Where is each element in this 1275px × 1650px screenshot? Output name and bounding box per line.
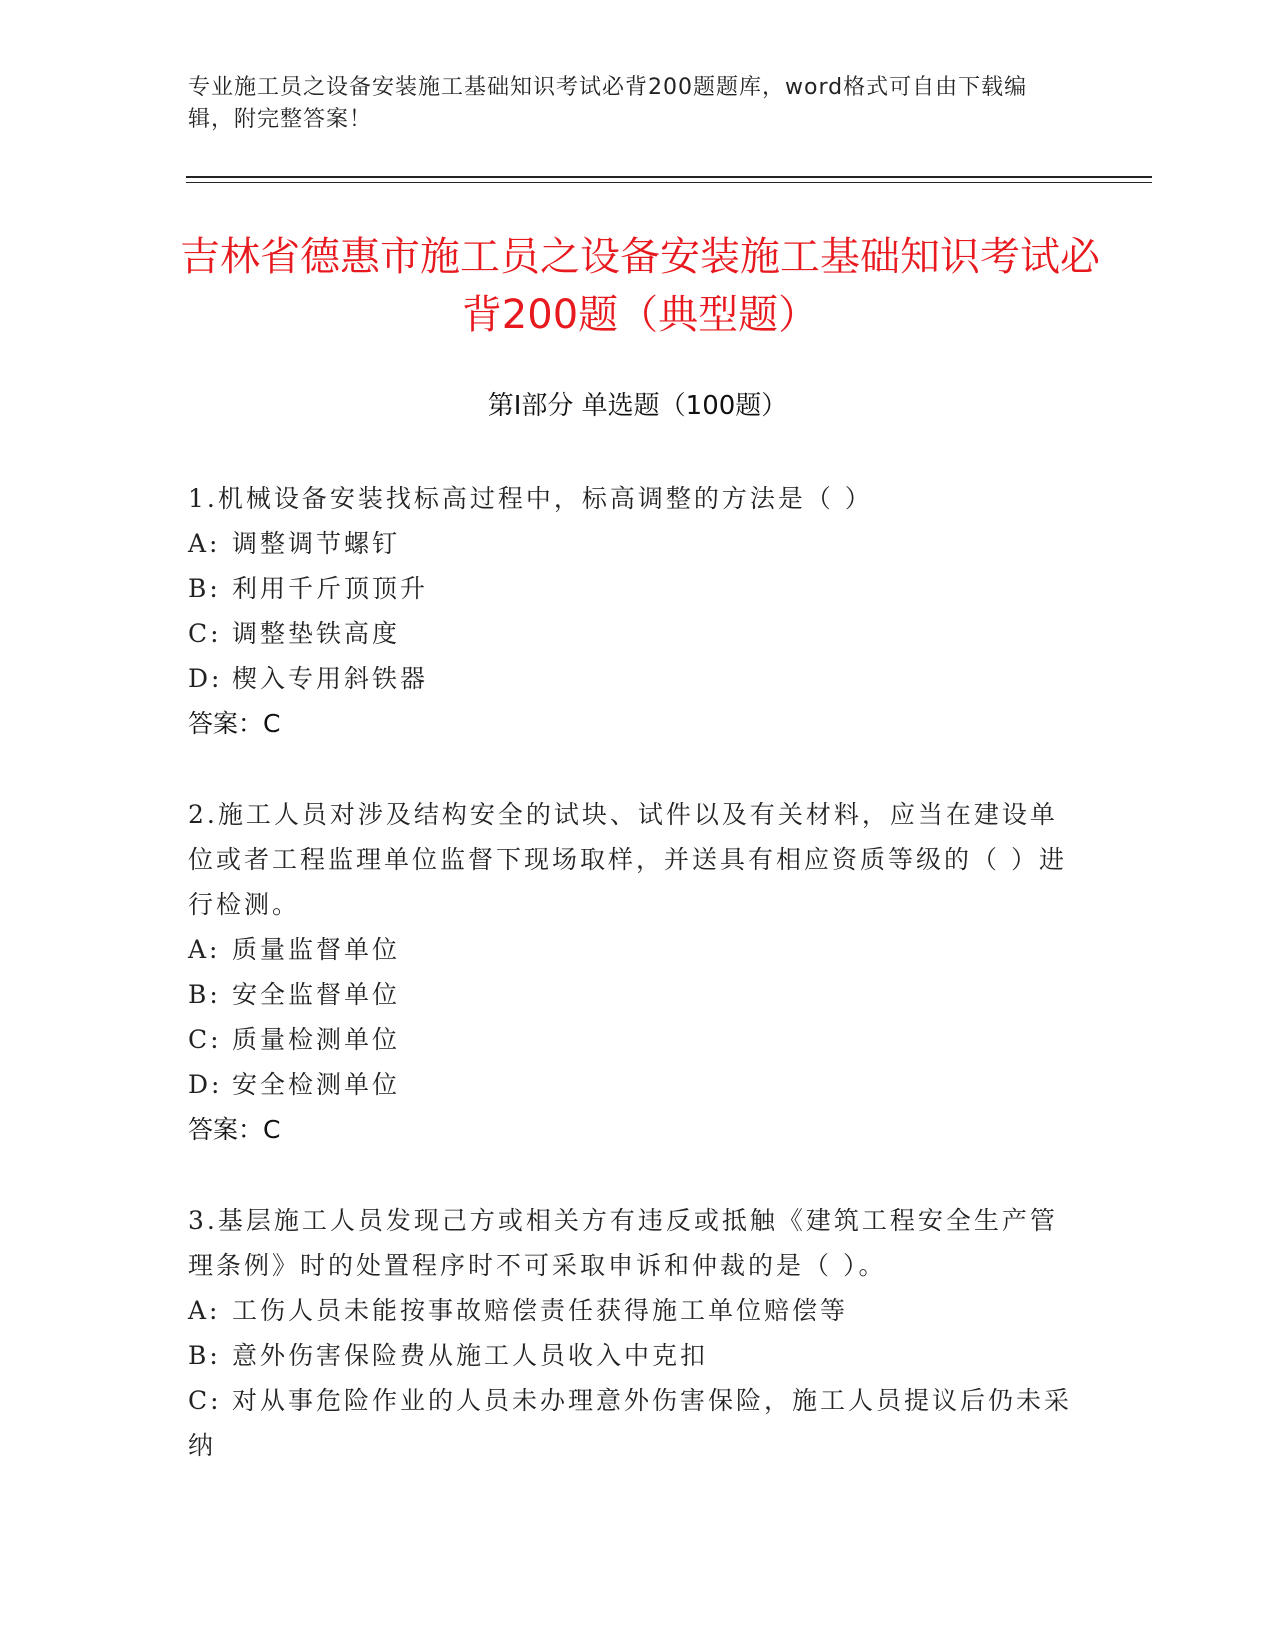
question-2 — [188, 792, 1078, 1152]
option-a — [188, 927, 1078, 972]
option-text: 工伤人员未能按事故赔偿责任获得施工单位赔偿等 — [232, 1296, 849, 1325]
question-stem: 1.机械设备安装找标高过程中，标高调整的方法是（ ） — [188, 484, 873, 513]
option-key: D: — [188, 664, 223, 693]
answer: 答案：C — [188, 709, 281, 738]
option-key: B: — [188, 980, 221, 1009]
document-title: 吉林省德惠市施工员之设备安装施工基础知识考试必背200题（典型题） — [180, 234, 1100, 338]
option-text: 质量监督单位 — [232, 935, 401, 964]
header-note: 专业施工员之设备安装施工基础知识考试必背200题题库，word格式可自由下载编辑，附完整答案！ — [188, 75, 1028, 132]
option-key: A: — [188, 1296, 221, 1325]
question-list — [188, 476, 1078, 1514]
option-key: C: — [188, 1386, 222, 1415]
option-a — [188, 1288, 1078, 1333]
option-c — [188, 611, 1078, 656]
option-b — [188, 566, 1078, 611]
question-stem: 2.施工人员对涉及结构安全的试块、试件以及有关材料，应当在建设单位或者工程监理单位监督下现场取样，并送具有相应资质等级的（ ）进行检测。 — [188, 800, 1067, 919]
option-key: A: — [188, 529, 221, 558]
option-a — [188, 521, 1078, 566]
question-3 — [188, 1198, 1078, 1468]
header-divider-thick — [186, 176, 1152, 178]
section-title: 第Ⅰ部分 单选题（100题） — [487, 391, 788, 421]
question-1 — [188, 476, 1078, 746]
option-text: 安全检测单位 — [232, 1070, 401, 1099]
option-key: D: — [188, 1070, 223, 1099]
header-divider-thin — [186, 182, 1152, 183]
option-text: 安全监督单位 — [232, 980, 401, 1009]
option-key: B: — [188, 574, 221, 603]
option-text: 质量检测单位 — [232, 1025, 401, 1054]
option-text: 利用千斤顶顶升 — [232, 574, 429, 603]
option-text: 楔入专用斜铁器 — [232, 664, 429, 693]
option-b — [188, 972, 1078, 1017]
option-d — [188, 1062, 1078, 1107]
answer: 答案：C — [188, 1115, 281, 1144]
option-text: 调整调节螺钉 — [232, 529, 401, 558]
question-stem: 3.基层施工人员发现己方或相关方有违反或抵触《建筑工程安全生产管理条例》时的处置程序时不可采取申诉和仲裁的是（ ）。 — [188, 1206, 1058, 1280]
option-key: C: — [188, 619, 222, 648]
option-c — [188, 1017, 1078, 1062]
option-key: B: — [188, 1341, 221, 1370]
option-d — [188, 656, 1078, 701]
option-key: A: — [188, 935, 221, 964]
option-key: C: — [188, 1025, 222, 1054]
option-text: 意外伤害保险费从施工人员收入中克扣 — [232, 1341, 709, 1370]
option-b — [188, 1333, 1078, 1378]
option-text: 调整垫铁高度 — [232, 619, 401, 648]
option-text: 对从事危险作业的人员未办理意外伤害保险，施工人员提议后仍未采纳 — [188, 1386, 1073, 1460]
option-c — [188, 1378, 1078, 1468]
